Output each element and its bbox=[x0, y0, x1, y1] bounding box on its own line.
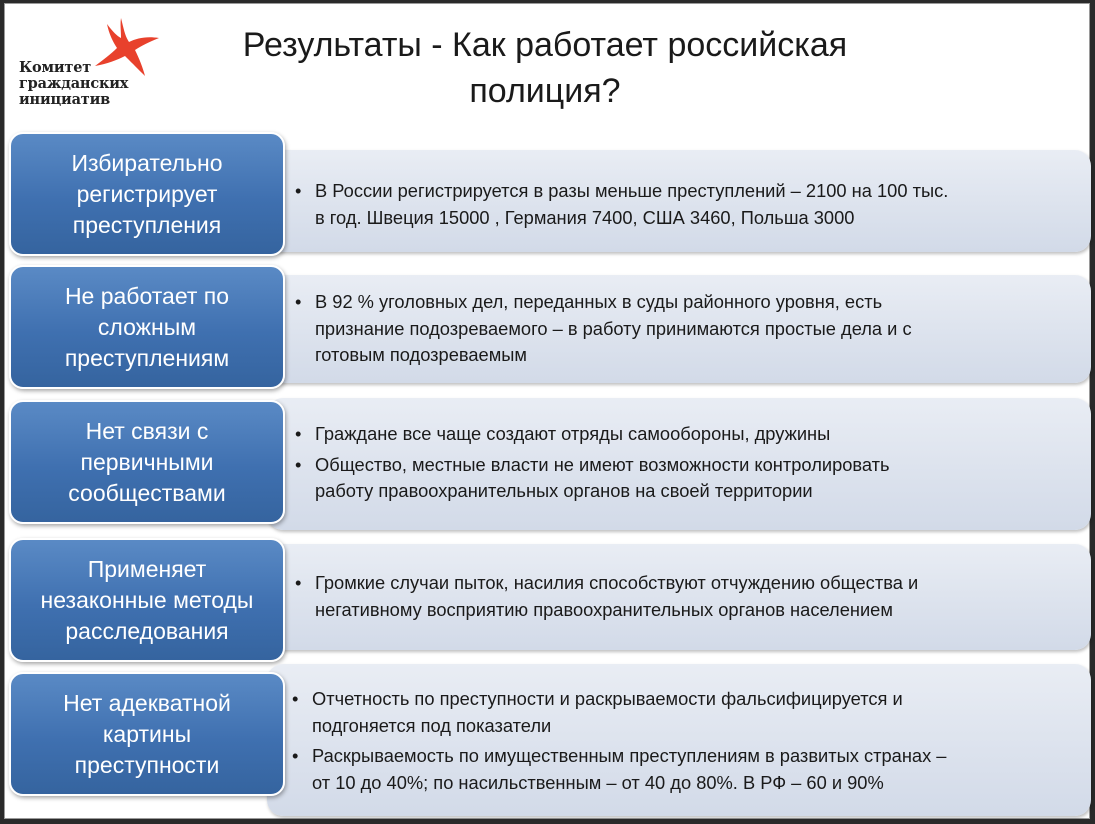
label-line: сложным bbox=[97, 313, 197, 340]
bullet-line: • Граждане все чаще создают отряды самообороны, дружины bbox=[315, 423, 831, 444]
result-row bbox=[5, 400, 1091, 524]
bullet-line: • Отчетность по преступности и раскрываемости фальсифицируется и bbox=[312, 688, 903, 709]
label-line: незаконные методы bbox=[40, 586, 254, 613]
category-label bbox=[9, 672, 285, 796]
label-line: первичными bbox=[80, 448, 214, 475]
label-line: Нет связи с bbox=[85, 417, 209, 444]
bullet-line: работу правоохранительных органов на своей территории bbox=[315, 480, 813, 501]
bullet-item bbox=[293, 178, 1067, 231]
slide bbox=[4, 3, 1090, 819]
bullet-item bbox=[293, 421, 1067, 448]
logo bbox=[19, 12, 169, 117]
title-line-1: Результаты - Как работает российская bbox=[242, 26, 848, 64]
label-line: преступления bbox=[72, 211, 222, 238]
bullet-item bbox=[290, 686, 1067, 739]
bullet-line: • Громкие случаи пыток, насилия способствуют отчуждению общества и bbox=[315, 572, 919, 593]
bullet-line: • Общество, местные власти не имеют возможности контролировать bbox=[315, 453, 890, 475]
bullet-line: • Раскрываемость по имущественным преступлениям в развитых странах – bbox=[312, 745, 947, 766]
bullet-item bbox=[293, 289, 1067, 369]
label-line: преступлениям bbox=[64, 344, 230, 371]
label-line: Не работает по bbox=[64, 282, 230, 309]
bullet-line: готовым подозреваемым bbox=[315, 344, 527, 365]
label-line: регистрирует bbox=[76, 180, 218, 207]
result-row bbox=[5, 672, 1091, 796]
bullet-line: подгоняется под показатели bbox=[312, 714, 552, 736]
label-line: преступности bbox=[74, 751, 220, 778]
bullet-line: в год. Швеция 15000 , Германия 7400, США 3460, Польша 3000 bbox=[315, 206, 855, 228]
logo-line: инициатив bbox=[19, 91, 110, 108]
title-line-2: полиция? bbox=[469, 72, 621, 110]
category-label bbox=[9, 538, 285, 662]
logo-line: гражданских bbox=[19, 75, 129, 92]
bullet-item bbox=[293, 570, 1067, 623]
bullet-item bbox=[293, 452, 1067, 505]
bullet-line: от 10 до 40%; по насильственным – от 40 до 80%. В РФ – 60 и 90% bbox=[312, 771, 884, 793]
slide-title bbox=[185, 22, 905, 114]
label-line: Избирательно bbox=[71, 149, 223, 176]
bullet-item bbox=[290, 743, 1067, 796]
bullet-list bbox=[293, 570, 1067, 623]
bullet-list bbox=[290, 686, 1067, 796]
bullet-line: • В России регистрируется в разы меньше преступлений – 2100 на 100 тыс. bbox=[315, 180, 949, 201]
bullet-list bbox=[293, 289, 1067, 369]
logo-text bbox=[19, 60, 128, 108]
category-label bbox=[9, 400, 285, 524]
bullet-list bbox=[293, 178, 1067, 231]
category-label bbox=[9, 132, 285, 256]
label-line: картины bbox=[102, 720, 192, 747]
bullet-line: признание подозреваемого – в работу принимаются простые дела и с bbox=[315, 317, 912, 339]
result-row bbox=[5, 265, 1091, 389]
bullet-list bbox=[293, 421, 1067, 505]
bullet-line: негативному восприятию правоохранительных органов населением bbox=[315, 598, 893, 620]
label-line: расследования bbox=[65, 617, 229, 644]
logo-line: Комитет bbox=[19, 59, 92, 76]
label-line: сообществами bbox=[68, 479, 226, 506]
label-line: Нет адекватной bbox=[63, 689, 231, 716]
result-row bbox=[5, 132, 1091, 256]
category-label bbox=[9, 265, 285, 389]
bullet-line: • В 92 % уголовных дел, переданных в суды районного уровня, есть bbox=[315, 291, 883, 312]
result-row bbox=[5, 538, 1091, 662]
label-line: Применяет bbox=[87, 555, 207, 582]
